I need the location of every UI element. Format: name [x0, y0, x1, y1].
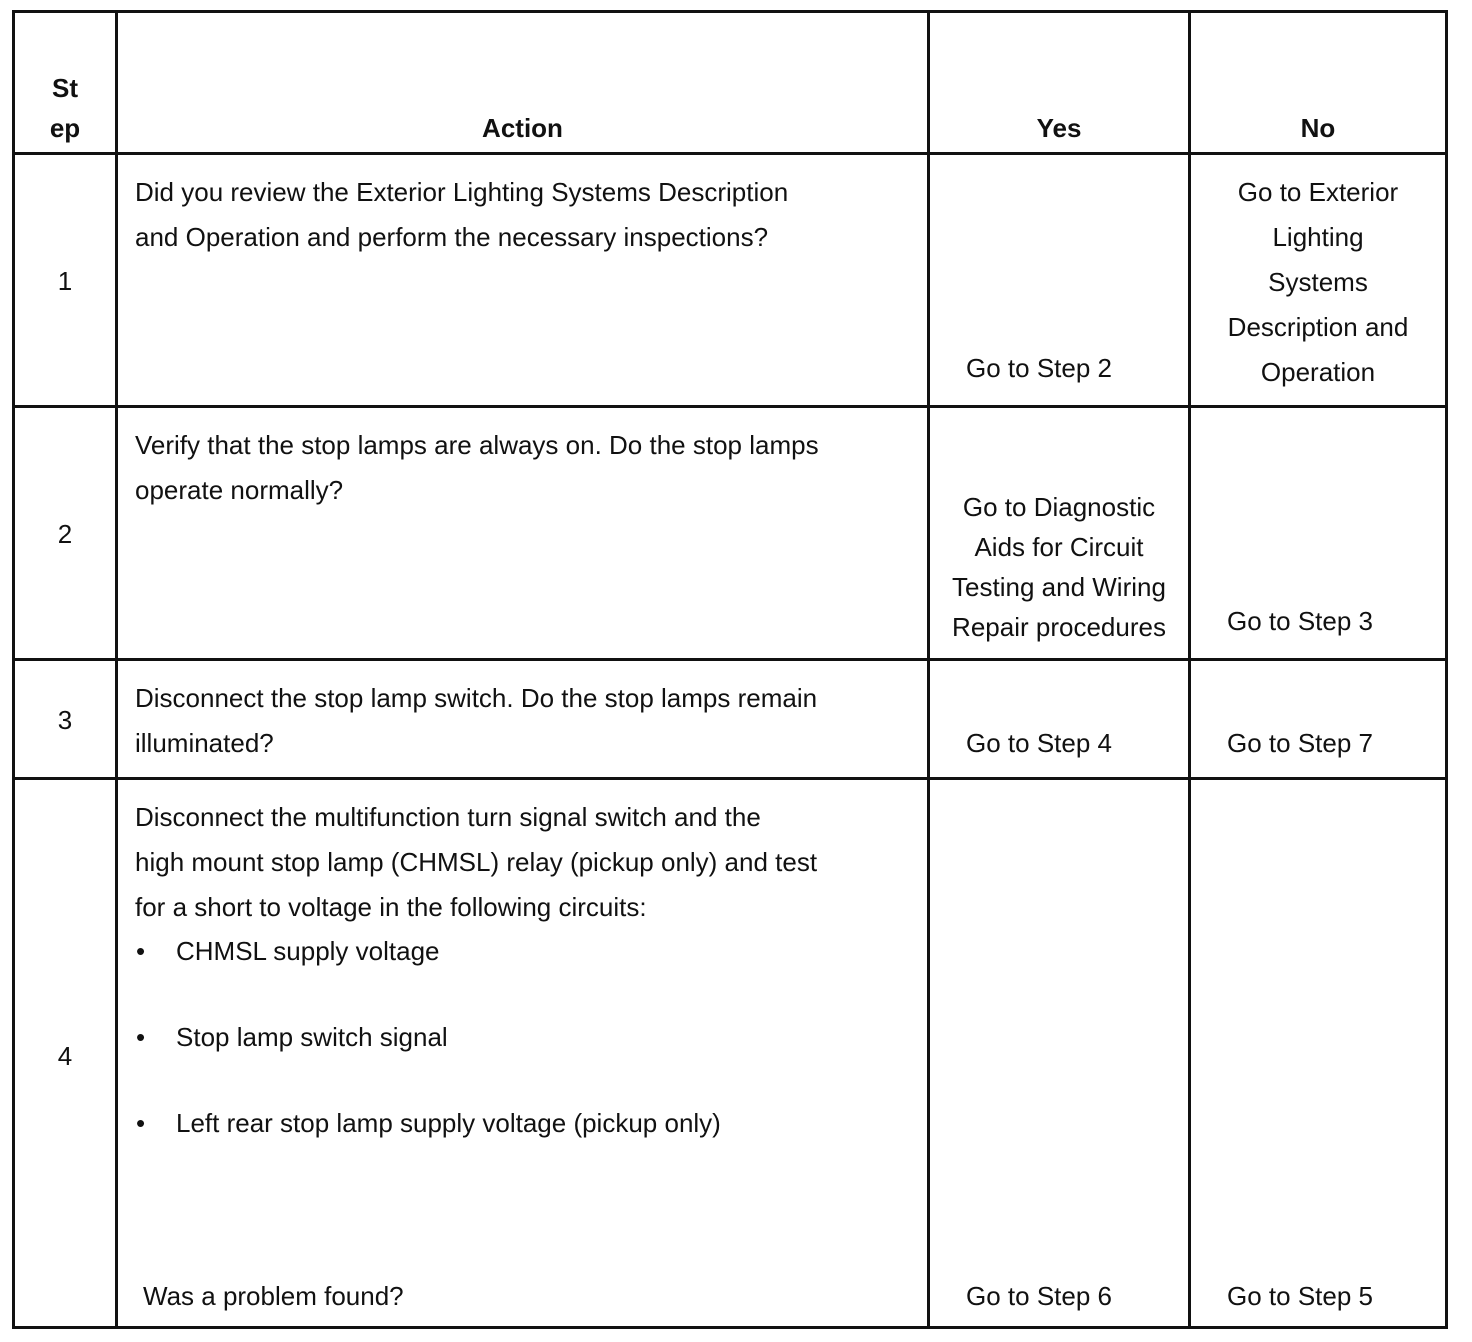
header-no: No — [1300, 113, 1336, 143]
diagnostic-table — [12, 10, 1448, 1329]
yes-text: Go to Step 4 — [966, 728, 1112, 758]
bullet-text: CHMSL supply voltage — [176, 936, 440, 966]
bullet-dot: • — [136, 1022, 146, 1052]
step-cell — [15, 661, 118, 777]
action-text: Did you review the Exterior Lighting Systems Description and Operation and perform the necessary inspections? — [135, 177, 789, 252]
no-text: Go to Step 7 — [1227, 728, 1373, 758]
table-row — [15, 777, 1445, 1326]
bullet-item — [136, 1015, 448, 1060]
yes-text: Go to Step 2 — [966, 353, 1112, 383]
action-text: Verify that the stop lamps are always on. Do the stop lamps operate normally? — [135, 430, 819, 505]
step-cell — [15, 155, 118, 405]
question-text: Was a problem found? — [143, 1281, 404, 1311]
step-cell — [15, 408, 118, 658]
yes-text: Go to Step 6 — [966, 1281, 1112, 1311]
action-cell — [118, 780, 930, 1326]
yes-cell — [930, 661, 1191, 777]
header-yes: Yes — [1036, 113, 1082, 143]
no-cell — [1191, 408, 1445, 658]
header-action: Action — [482, 113, 563, 143]
no-text: Go to Step 3 — [1227, 606, 1373, 636]
action-cell — [118, 661, 930, 777]
bullet-item — [136, 929, 440, 974]
action-text: Disconnect the stop lamp switch. Do the stop lamps remain illuminated? — [135, 683, 818, 758]
step-number: 4 — [57, 1041, 73, 1071]
no-text: Go to Step 5 — [1227, 1281, 1373, 1311]
header-step-cell — [15, 13, 118, 152]
yes-cell — [930, 155, 1191, 405]
bullet-dot: • — [136, 1108, 146, 1138]
table-row — [15, 658, 1445, 777]
header-step: St ep — [49, 73, 81, 143]
header-action-cell — [118, 13, 930, 152]
bullet-dot: • — [136, 936, 146, 966]
bullet-item — [136, 1101, 721, 1146]
step-number: 3 — [57, 705, 73, 735]
step-number: 1 — [57, 266, 73, 296]
yes-cell — [930, 408, 1191, 658]
no-text: Go to Exterior Lighting Systems Description and Operation — [1227, 177, 1409, 387]
no-cell — [1191, 661, 1445, 777]
step-number: 2 — [57, 519, 73, 549]
header-row — [15, 13, 1445, 152]
header-no-cell — [1191, 13, 1445, 152]
table-row — [15, 405, 1445, 658]
yes-text: Go to Diagnostic Aids for Circuit Testing and Wiring Repair procedures — [952, 492, 1166, 642]
bullet-text: Stop lamp switch signal — [176, 1022, 448, 1052]
action-cell — [118, 408, 930, 658]
no-cell — [1191, 780, 1445, 1326]
yes-cell — [930, 780, 1191, 1326]
table-row — [15, 152, 1445, 405]
no-cell — [1191, 155, 1445, 405]
step-cell — [15, 780, 118, 1326]
action-text: Disconnect the multifunction turn signal switch and the high mount stop lamp (CHMSL) relay (pickup only) and test for a short to voltage in the following circuits: — [135, 802, 818, 922]
bullet-text: Left rear stop lamp supply voltage (pickup only) — [176, 1108, 721, 1138]
action-cell — [118, 155, 930, 405]
header-yes-cell — [930, 13, 1191, 152]
